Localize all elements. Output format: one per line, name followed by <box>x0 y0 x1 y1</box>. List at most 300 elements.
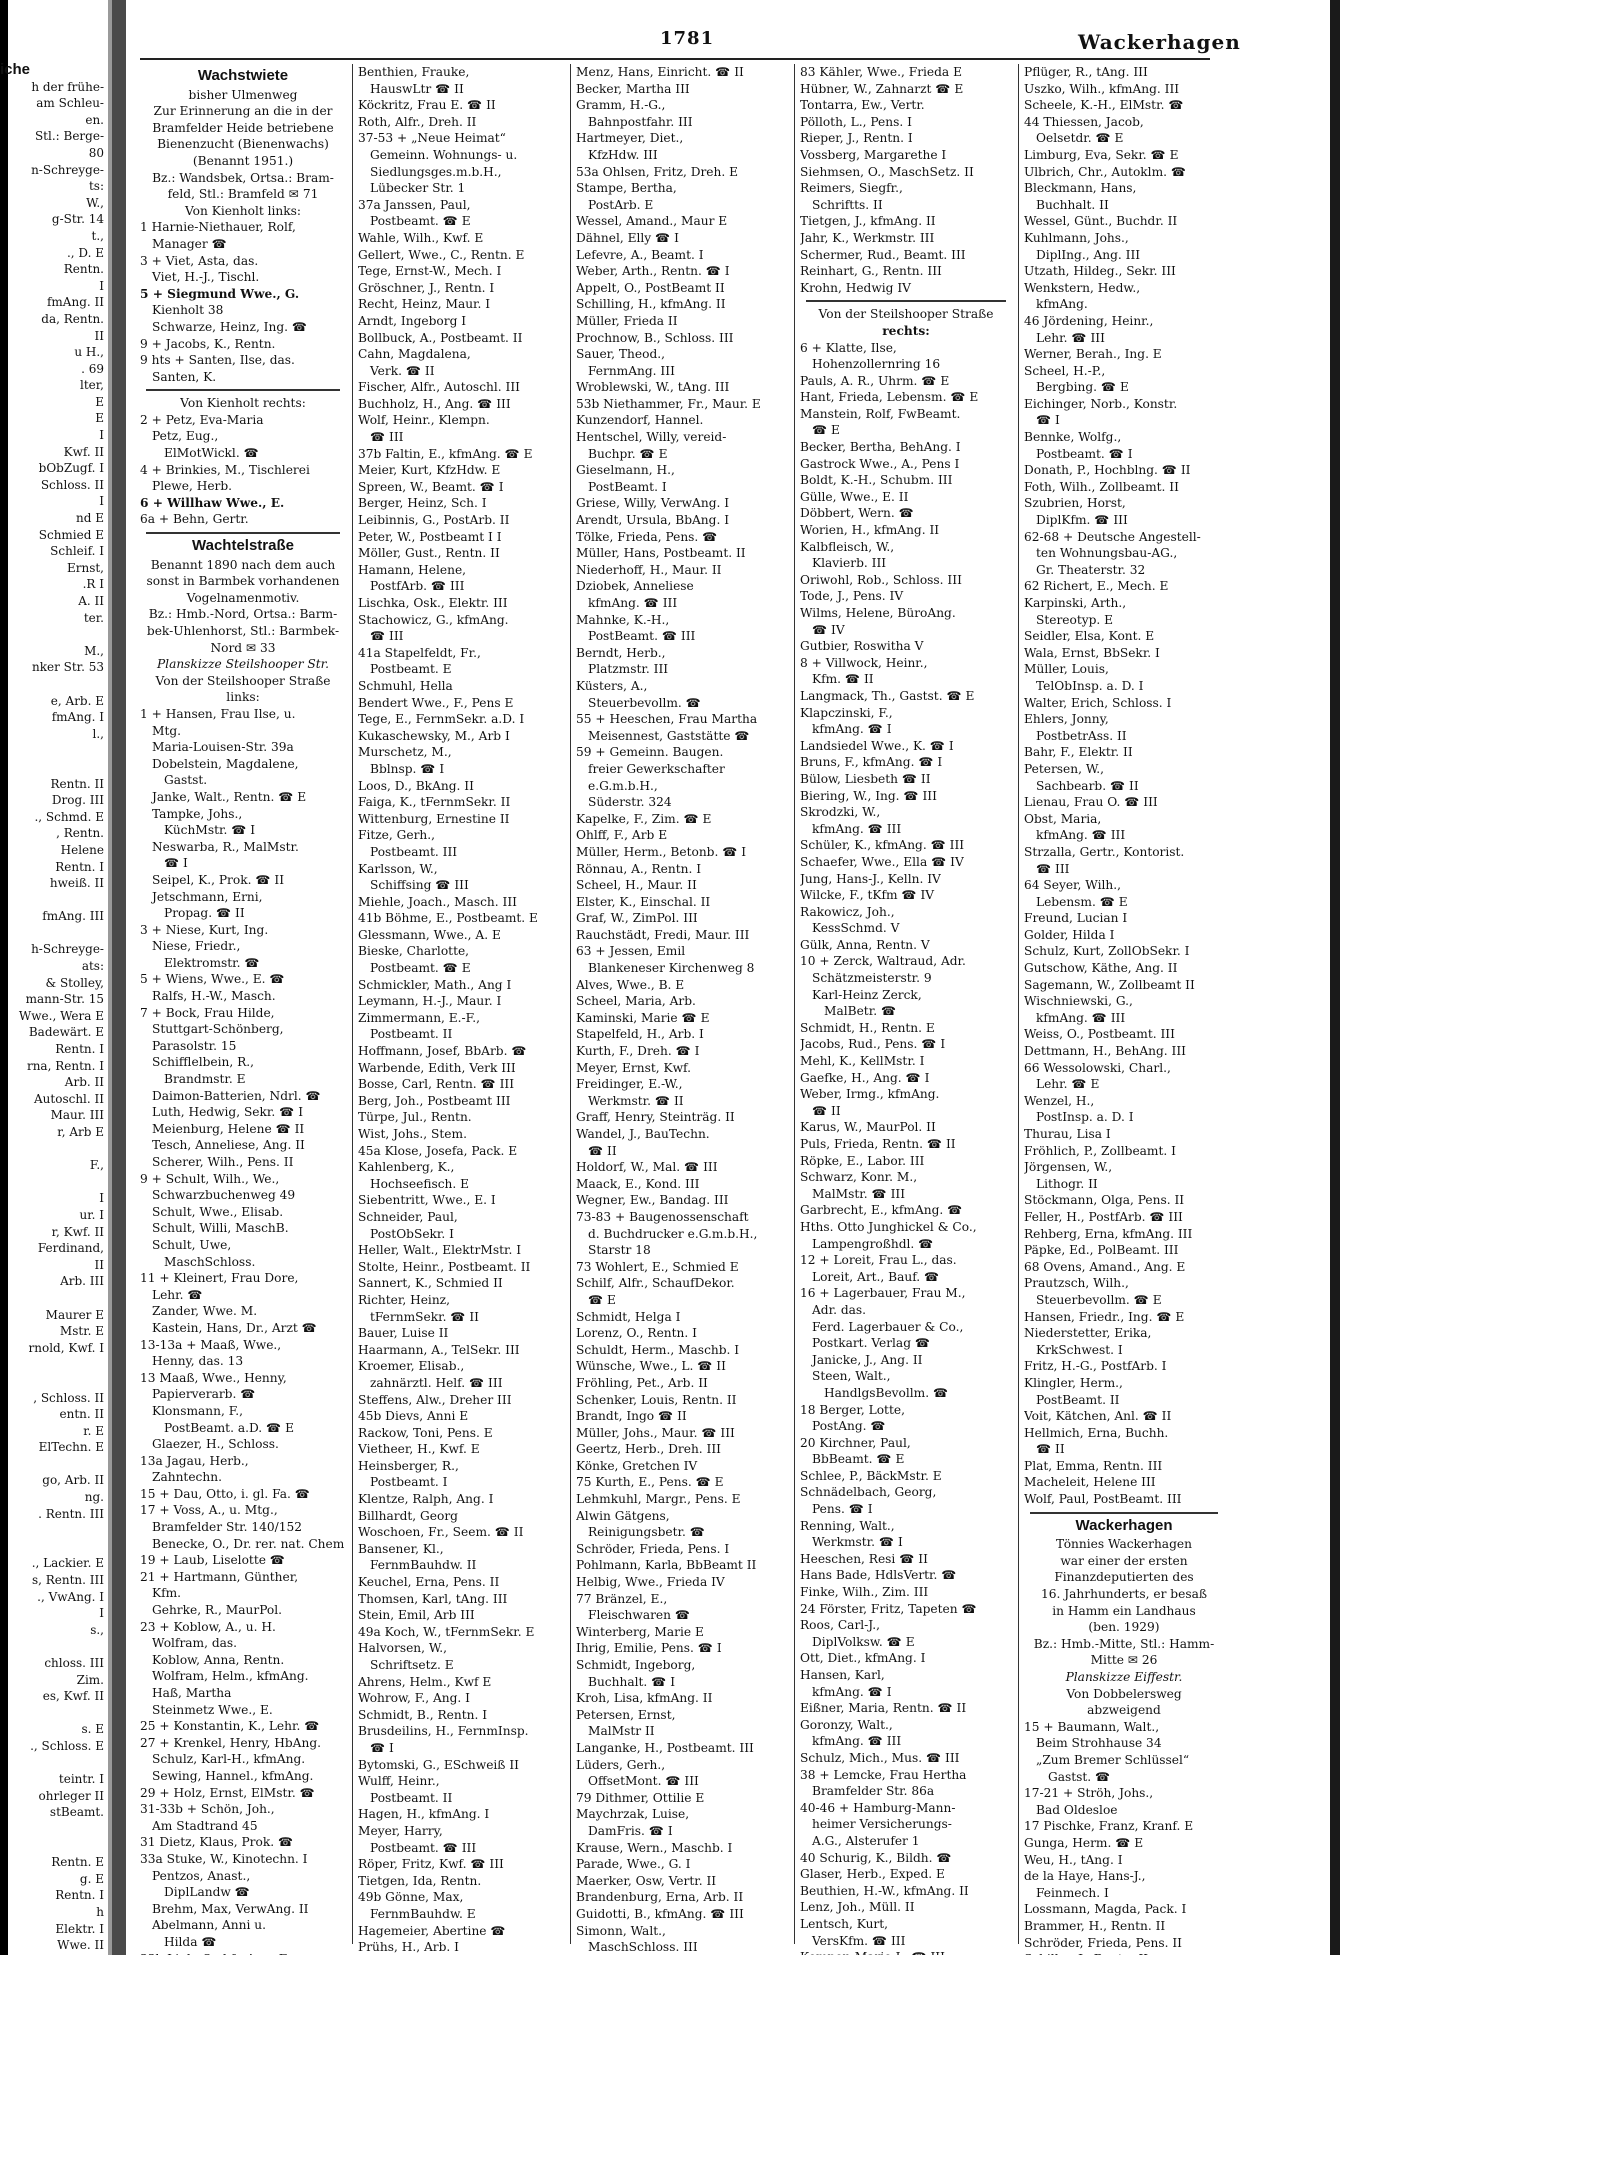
directory-entry: 37-53 + „Neue Heimat“ <box>358 131 506 146</box>
directory-entry: Stöckmann, Olga, Pens. II <box>1024 1193 1185 1208</box>
directory-entry: Gaefke, H., Ang. ☎ I <box>800 1070 930 1085</box>
fragment-line: bObZugf. I <box>38 461 104 476</box>
fragment-line: F., <box>89 1158 104 1173</box>
fragment-line: Elektr. I <box>55 1921 104 1936</box>
directory-entry: ☎ IV <box>812 622 845 637</box>
fragment-line: I <box>99 278 104 293</box>
directory-entry: Gutbier, Roswitha V <box>800 639 924 654</box>
directory-entry: Uszko, Wilh., kfmAng. III <box>1024 81 1180 96</box>
directory-entry: Peter, W., Postbeamt I I <box>358 529 502 544</box>
directory-entry: Ihrig, Emilie, Pens. ☎ I <box>576 1641 722 1656</box>
directory-entry: BbBeamt. ☎ E <box>812 1452 905 1467</box>
directory-entry: Bramfelder Heide betriebene <box>152 120 334 135</box>
directory-entry: kfmAng. ☎ III <box>1036 1010 1126 1025</box>
directory-entry: Beuthien, H.-W., kfmAng. II <box>800 1883 969 1898</box>
directory-entry: Jetschmann, Erni, <box>152 889 263 904</box>
directory-entry: PostfArb. ☎ III <box>370 579 465 594</box>
directory-entry: Schiffsing ☎ III <box>370 878 469 893</box>
fragment-line <box>0 1705 108 1722</box>
directory-entry: 3 + Niese, Kurt, Ing. <box>140 922 269 937</box>
directory-entry: Guidotti, B., kfmAng. ☎ III <box>576 1906 744 1921</box>
directory-entry: Billhardt, Georg <box>358 1508 458 1523</box>
directory-entry: 79 Dithmer, Ottilie E <box>576 1790 705 1805</box>
page-binding <box>112 0 126 1955</box>
directory-entry: Maack, E., Kond. III <box>576 1176 700 1191</box>
directory-entry: Stereotyp. E <box>1036 612 1114 627</box>
directory-entry: Weber, Arth., Rentn. ☎ I <box>576 264 730 279</box>
directory-entry: Buchholz, H., Ang. ☎ III <box>358 396 511 411</box>
directory-entry: Arendt, Ursula, BbAng. I <box>576 513 730 528</box>
directory-entry: MalMstr. ☎ III <box>812 1186 906 1201</box>
fragment-line: , Rentn. <box>56 826 104 841</box>
directory-entry: Eißner, Maria, Rentn. ☎ II <box>800 1701 967 1716</box>
directory-entry: Wegner, Ew., Bandag. III <box>576 1193 729 1208</box>
directory-entry: Scheel, H., Maur. II <box>576 878 697 893</box>
directory-entry: 12 + Loreit, Frau L., das. <box>800 1253 957 1268</box>
directory-entry: Werner, Berah., Ing. E <box>1024 347 1162 362</box>
directory-entry: Werkmstr. ☎ I <box>812 1535 903 1550</box>
directory-entry: Niederhoff, H., Maur. II <box>576 562 722 577</box>
directory-entry: Siedlungsges.m.b.H., <box>370 164 502 179</box>
directory-entry: Glaser, Herb., Exped. E <box>800 1867 945 1882</box>
directory-entry: Daimon-Batterien, Ndrl. ☎ <box>152 1088 321 1103</box>
directory-entry: ☎ I <box>370 1740 394 1755</box>
directory-entry: Karlsson, W., <box>358 861 438 876</box>
directory-entry: Mahnke, K.-H., <box>576 612 670 627</box>
directory-entry: Bienenzucht (Bienenwachs) <box>157 137 329 152</box>
fragment-line <box>0 925 108 942</box>
fragment-line <box>0 1290 108 1307</box>
directory-entry: Wolfram, Helm., kfmAng. <box>152 1669 309 1684</box>
directory-entry: 9 + Jacobs, K., Rentn. <box>140 336 276 351</box>
street-heading: Wachtelstraße <box>192 538 294 555</box>
fragment-line: Kwf. II <box>63 444 104 459</box>
directory-entry: Lehr. ☎ E <box>1036 1077 1100 1092</box>
directory-entry: Wittenburg, Ernestine II <box>358 811 510 826</box>
directory-entry: Rackow, Toni, Pens. E <box>358 1425 493 1440</box>
directory-entry: Hant, Frieda, Lebensm. ☎ E <box>800 390 979 405</box>
directory-entry: Arndt, Ingeborg I <box>358 313 467 328</box>
directory-entry: Platzmstr. III <box>588 662 669 677</box>
directory-entry: Wulff, Heinr., <box>358 1774 440 1789</box>
directory-entry: Menz, Hans, Einricht. ☎ II <box>576 65 744 79</box>
directory-entry: 31-33b + Schön, Joh., <box>140 1802 275 1817</box>
directory-entry: Wilcke, F., tKfm ☎ IV <box>800 888 935 903</box>
directory-entry: ElMotWickl. ☎ <box>164 446 259 461</box>
directory-entry: Janicke, J., Ang. II <box>812 1352 923 1367</box>
fragment-line: Schmied E <box>38 527 104 542</box>
street-separator <box>146 532 340 534</box>
directory-entry: feld, Stl.: Bramfeld ✉ 71 <box>167 187 319 202</box>
directory-entry: Postbeamt. III <box>370 844 458 859</box>
fragment-line: Rentn. I <box>55 1888 104 1903</box>
directory-entry: Gastst. ☎ <box>1048 1769 1111 1784</box>
directory-entry: KfzHdw. III <box>588 147 658 162</box>
directory-entry: Hilda ☎ <box>164 1934 217 1949</box>
directory-entry: MalMstr II <box>588 1724 655 1739</box>
directory-entry: Wischniewski, G., <box>1024 994 1133 1009</box>
directory-entry: Schult, Uwe, <box>152 1237 232 1252</box>
directory-entry: Thomsen, Karl, tAng. III <box>358 1591 508 1606</box>
directory-entry: (Benannt 1951.) <box>192 153 294 168</box>
directory-entry: Rakowicz, Joh., <box>800 904 895 919</box>
directory-entry: Blankeneser Kirchenweg 8 <box>588 961 755 976</box>
fragment-line: rnold, Kwf. I <box>28 1340 104 1355</box>
directory-entry: Bennke, Wolfg., <box>1024 430 1122 445</box>
directory-entry: 16. Jahrhunderts, er besaß <box>1041 1587 1207 1602</box>
directory-entry: ☎ III <box>1036 861 1070 876</box>
directory-entry: Pölloth, L., Pens. I <box>800 114 912 129</box>
fragment-line: I <box>99 1606 104 1621</box>
fragment-line: u H., <box>74 345 104 360</box>
directory-entry: Eichinger, Norb., Konstr. <box>1024 396 1178 411</box>
directory-entry: Wenkstern, Hedw., <box>1024 280 1141 295</box>
header-rule <box>140 58 1210 60</box>
directory-entry: Klingler, Herm., <box>1024 1375 1123 1390</box>
directory-entry: Szubrien, Horst, <box>1024 496 1126 511</box>
fragment-line <box>0 1838 108 1855</box>
directory-entry: 13-13a + Maaß, Wwe., <box>140 1337 282 1352</box>
fragment-line: ElTechn. E <box>38 1440 104 1455</box>
directory-entry: Stampe, Bertha, <box>576 181 677 196</box>
directory-entry: Pohlmann, Karla, BbBeamt II <box>576 1558 757 1573</box>
directory-entry: Bergbing. ☎ E <box>1036 380 1129 395</box>
directory-entry: Tode, J., Pens. IV <box>800 589 904 604</box>
fragment-line: mann-Str. 15 <box>25 992 104 1007</box>
directory-entry: Wenzel, H., <box>1024 1093 1095 1108</box>
directory-entry: Schmidt, H., Rentn. E <box>800 1020 935 1035</box>
directory-entry: Zahntechn. <box>152 1470 222 1485</box>
directory-entry: 9 hts + Santen, Ilse, das. <box>140 353 295 368</box>
directory-entry: Türpe, Jul., Rentn. <box>358 1110 472 1125</box>
directory-entry: Landsiedel Wwe., K. ☎ I <box>800 738 954 753</box>
fragment-line: Maur. III <box>50 1108 104 1123</box>
directory-entry: Hoffmann, Josef, BbArb. ☎ <box>358 1044 527 1059</box>
directory-entry: PostBeamt. ☎ III <box>588 629 696 644</box>
directory-entry: Steen, Walt., <box>812 1369 891 1384</box>
street-separator <box>146 389 340 391</box>
fragment-line: ., Lackier. E <box>31 1556 104 1571</box>
directory-entry: Garbrecht, E., kfmAng. ☎ <box>800 1203 963 1218</box>
directory-entry: Maychrzak, Luise, <box>576 1807 690 1822</box>
directory-entry: 31 Dietz, Klaus, Prok. ☎ <box>140 1835 294 1850</box>
directory-entry: Fitze, Gerh., <box>358 828 436 843</box>
directory-entry: Schaefer, Wwe., Ella ☎ IV <box>800 854 964 869</box>
directory-entry: Manstein, Rolf, FwBeamt. <box>800 406 961 421</box>
directory-entry: Bleckmann, Hans, <box>1024 181 1137 196</box>
fragment-line: rna, Rentn. I <box>26 1058 104 1073</box>
directory-entry: Prochnow, B., Schloss. III <box>576 330 734 345</box>
fragment-line: r. E <box>83 1423 104 1438</box>
directory-entry: Tietgen, J., kfmAng. II <box>800 214 936 229</box>
directory-entry: Cahn, Magdalena, <box>358 347 471 362</box>
directory-entry: Werkmstr. ☎ II <box>588 1093 684 1108</box>
directory-entry: Vietheer, H., Kwf. E <box>358 1442 480 1457</box>
fragment-line: es, Kwf. II <box>42 1689 104 1704</box>
fragment-line: , Schloss. II <box>33 1390 104 1405</box>
directory-entry: Woschoen, Fr., Seem. ☎ II <box>358 1525 524 1540</box>
directory-entry: Postbeamt. ☎ E <box>370 961 471 976</box>
directory-entry: 53b Niethammer, Fr., Maur. E <box>576 396 761 411</box>
directory-entry: Sannert, K., Schmied II <box>358 1276 503 1291</box>
fragment-line: Schloss. II <box>40 477 104 492</box>
directory-entry: MalBetr. ☎ <box>824 1004 897 1019</box>
directory-entry: 40 Schurig, K., Bildh. ☎ <box>800 1850 952 1865</box>
directory-entry: Zimmermann, E.-F., <box>358 1010 480 1025</box>
directory-entry: war einer der ersten <box>1060 1553 1188 1568</box>
directory-entry: abzweigend <box>1087 1703 1161 1718</box>
directory-entry: Zur Erinnerung an die in der <box>153 104 333 119</box>
directory-entry: 33a Stuke, W., Kinotechn. I <box>140 1851 308 1866</box>
directory-entry: Scherer, Wilh., Pens. II <box>152 1155 294 1169</box>
fragment-line <box>0 676 108 693</box>
directory-entry: Feinmech. I <box>1036 1885 1109 1900</box>
directory-entry: Kaminski, Marie ☎ E <box>576 1010 710 1025</box>
directory-entry: Lorenz, O., Rentn. I <box>576 1326 697 1341</box>
directory-entry: Schenker, Louis, Rentn. II <box>576 1392 737 1407</box>
fragment-line: II <box>94 1257 104 1272</box>
directory-entry: Voit, Kätchen, Anl. ☎ II <box>1024 1409 1172 1424</box>
fragment-line <box>0 892 108 909</box>
directory-entry: Stuttgart-Schönberg, <box>152 1022 284 1037</box>
directory-entry: Schriftsetz. E <box>370 1658 454 1672</box>
directory-entry: Pauls, A. R., Uhrm. ☎ E <box>800 373 950 388</box>
directory-entry: Döbbert, Wern. ☎ <box>800 506 914 521</box>
directory-entry: PostObSekr. I <box>370 1226 454 1241</box>
directory-entry: Propag. ☎ II <box>164 906 245 921</box>
directory-entry: Postbeamt. E <box>370 662 452 677</box>
directory-entry: Nord ✉ 33 <box>210 640 276 655</box>
directory-entry: Bansener, Kl., <box>358 1541 444 1556</box>
directory-entry: Schwarz, Konr. M., <box>800 1170 918 1185</box>
directory-entry: Holdorf, W., Mal. ☎ III <box>576 1160 718 1175</box>
directory-entry: Vossberg, Margarethe I <box>800 147 947 162</box>
directory-entry: Berg, Joh., Postbeamt III <box>358 1093 511 1108</box>
directory-entry: Sachbearb. ☎ II <box>1036 778 1139 793</box>
directory-entry: Benthien, Frauke, <box>358 65 470 79</box>
directory-entry: PostBeamt. a.D. ☎ E <box>164 1420 295 1435</box>
directory-entry: Wilms, Helene, BüroAng. <box>800 606 956 620</box>
directory-column-3 <box>576 64 788 2088</box>
fragment-line <box>0 1522 108 1539</box>
directory-entry: TelObInsp. a. D. I <box>1036 678 1144 693</box>
directory-entry: Seipel, K., Prok. ☎ II <box>152 872 285 887</box>
directory-entry: Koblow, Anna, Rentn. <box>152 1652 285 1667</box>
directory-entry: Schermer, Rud., Beamt. III <box>800 247 966 262</box>
directory-entry: Schröder, Frieda, Pens. II <box>1024 1935 1182 1950</box>
directory-entry: Scheele, K.-H., ElMstr. ☎ <box>1024 98 1184 113</box>
directory-entry: MaschSchloss. <box>164 1254 256 1269</box>
directory-entry: OffsetMont. ☎ III <box>588 1774 699 1789</box>
directory-entry: Heeschen, Resi ☎ II <box>800 1551 928 1566</box>
column-divider <box>794 64 795 1944</box>
directory-entry: 64 Seyer, Wilh., <box>1024 878 1121 893</box>
directory-entry: Gellert, Wwe., C., Rentn. E <box>358 247 525 262</box>
directory-entry: Bosse, Carl, Rentn. ☎ III <box>358 1077 515 1092</box>
directory-entry: Schwarze, Heinz, Ing. ☎ <box>152 319 308 334</box>
directory-entry: Päpke, Ed., PolBeamt. III <box>1024 1243 1179 1258</box>
fragment-line: Stl.: Berge- <box>34 129 104 144</box>
directory-entry: Becker, Bertha, BehAng. I <box>800 440 961 455</box>
directory-entry: 8 + Villwock, Heinr., <box>800 655 928 670</box>
directory-entry: Schulz, Mich., Mus. ☎ III <box>800 1750 960 1765</box>
directory-entry: 6 + Willhaw Wwe., E. <box>140 495 285 510</box>
directory-entry: Bz.: Hmb.-Mitte, Stl.: Hamm- <box>1033 1636 1215 1651</box>
directory-column-1 <box>140 64 346 2000</box>
fragment-line: Maurer E <box>45 1307 104 1322</box>
directory-entry: Keuchel, Erna, Pens. II <box>358 1575 500 1590</box>
directory-entry: 7 + Bock, Frau Hilde, <box>140 1005 275 1020</box>
directory-entry: 2 + Petz, Eva-Maria <box>140 412 264 427</box>
directory-entry: Wist, Johs., Stem. <box>358 1127 467 1141</box>
street-heading: Wachstwiete <box>197 68 289 84</box>
directory-entry: Pens. ☎ I <box>812 1502 873 1517</box>
directory-entry: Schmidt, Helga I <box>576 1309 681 1324</box>
directory-entry: Planskizze Eiffestr. <box>1065 1670 1183 1684</box>
directory-entry: Lenz, Joh., Müll. II <box>800 1900 915 1915</box>
directory-entry: 40-46 + Hamburg-Mann- <box>800 1800 956 1815</box>
directory-entry: Warbende, Edith, Verk III <box>358 1060 516 1075</box>
directory-entry: Klavierb. III <box>812 556 887 571</box>
directory-entry: Steinmetz Wwe., E. <box>152 1702 273 1717</box>
directory-entry: Griese, Willy, VerwAng. I <box>576 496 730 511</box>
fragment-line: h <box>96 1904 104 1919</box>
directory-entry: 45b Dievs, Anni E <box>358 1409 469 1424</box>
directory-entry: 37a Janssen, Paul, <box>358 197 471 212</box>
directory-entry: Gutschow, Käthe, Ang. II <box>1024 961 1178 976</box>
fragment-line: Wwe. II <box>57 1938 104 1953</box>
directory-entry: Papierverarb. ☎ <box>152 1387 256 1402</box>
directory-entry: Meier, Kurt, KfzHdw. E <box>358 463 501 478</box>
directory-entry: KessSchmd. V <box>812 921 900 936</box>
directory-entry: Alves, Wwe., B. E <box>576 977 685 992</box>
fragment-line: hweiß. II <box>49 876 104 891</box>
directory-entry: 29 + Holz, Ernst, ElMstr. ☎ <box>140 1785 315 1800</box>
directory-entry: FernmBauhdw. E <box>370 1906 476 1921</box>
directory-entry: Reinigungsbetr. ☎ <box>588 1525 705 1540</box>
directory-entry: Brusdeilins, H., FernmInsp. <box>358 1724 529 1739</box>
fragment-line: ohrleger II <box>38 1788 104 1803</box>
directory-entry: Buchhalt. II <box>1036 197 1109 212</box>
directory-entry: Faiga, K., tFernmSekr. II <box>358 795 511 810</box>
directory-entry: Bollbuck, A., Postbeamt. II <box>358 330 523 345</box>
fragment-line: teintr. I <box>58 1772 104 1787</box>
directory-entry: ☎ I <box>1036 413 1060 428</box>
fragment-line: ., Schmd. E <box>34 809 104 824</box>
directory-entry: A.G., Alsterufer 1 <box>812 1833 920 1848</box>
directory-entry: Lithogr. II <box>1036 1176 1098 1191</box>
fragment-line: r, Arb E <box>57 1125 104 1139</box>
directory-entry: 37b Faltin, E., kfmAng. ☎ E <box>358 446 533 461</box>
directory-entry: Weber, Irmg., kfmAng. <box>800 1087 940 1102</box>
fragment-line <box>0 742 108 759</box>
directory-entry: Gemeinn. Wohnungs- u. <box>370 147 518 162</box>
fragment-line: h-Schreyge- <box>31 942 104 957</box>
directory-entry: Bahr, F., Elektr. II <box>1024 745 1133 760</box>
directory-entry: Ohlff, F., Arb E <box>576 828 668 843</box>
directory-entry: Gramm, H.-G., <box>576 98 666 113</box>
directory-entry: Brandenburg, Erna, Arb. II <box>576 1890 744 1905</box>
directory-entry: Prautzsch, Wilh., <box>1024 1276 1129 1291</box>
directory-entry: Prühs, H., Arb. I <box>358 1940 459 1955</box>
fragment-line: r, Kwf. II <box>51 1224 104 1239</box>
directory-entry: Halvorsen, W., <box>358 1641 448 1656</box>
directory-entry: Postbeamt. II <box>370 1790 453 1805</box>
directory-entry: 49a Koch, W., tFernmSekr. E <box>358 1624 535 1639</box>
directory-entry: Utzath, Hildeg., Sekr. III <box>1024 264 1176 279</box>
directory-entry: Scheel, Maria, Arb. <box>576 994 696 1009</box>
directory-entry: DamFris. ☎ I <box>588 1823 673 1838</box>
fragment-line: chloss. III <box>44 1656 104 1670</box>
fragment-line: II <box>94 328 104 343</box>
directory-entry: Lüders, Gerh., <box>576 1757 666 1772</box>
directory-entry: Müller, Johs., Maur. ☎ III <box>576 1425 735 1440</box>
directory-entry: Scheel, H.-P., <box>1024 363 1106 378</box>
directory-entry: Janke, Walt., Rentn. ☎ E <box>152 789 307 804</box>
fragment-line: ., Schloss. E <box>30 1738 104 1753</box>
directory-entry: Kroh, Lisa, kfmAng. II <box>576 1691 713 1706</box>
directory-entry: Sagemann, W., Zollbeamt II <box>1024 977 1195 992</box>
fragment-line: 80 <box>88 145 104 160</box>
fragment-line: entn. II <box>59 1407 104 1422</box>
fragment-line: stBeamt. <box>49 1805 104 1820</box>
directory-entry: Schätzmeisterstr. 9 <box>812 971 932 986</box>
directory-column-4 <box>800 64 1012 2115</box>
directory-entry: Heller, Walt., ElektrMstr. I <box>358 1243 522 1258</box>
directory-entry: Von Dobbelersweg <box>1066 1686 1182 1701</box>
fragment-line <box>0 1174 108 1191</box>
fragment-line <box>0 1141 108 1158</box>
directory-entry: Lischka, Osk., Elektr. III <box>358 596 508 610</box>
directory-entry: Sauer, Theod., <box>576 347 665 362</box>
directory-entry: Gastrock Wwe., A., Pens I <box>800 456 960 471</box>
directory-entry: Henny, das. 13 <box>152 1354 244 1369</box>
directory-entry: Seidler, Elsa, Kont. E <box>1024 629 1155 644</box>
directory-entry: Röper, Fritz, Kwf. ☎ III <box>358 1857 504 1872</box>
directory-entry: Plewe, Herb. <box>152 479 233 494</box>
directory-entry: Kurth, F., Dreh. ☎ I <box>576 1044 700 1059</box>
directory-entry: Lefevre, A., Beamt. I <box>576 247 704 262</box>
directory-entry: Hochseefisch. E <box>370 1176 470 1191</box>
directory-entry: Roth, Alfr., Dreh. II <box>358 114 477 129</box>
directory-entry: Finanzdeputierten des <box>1054 1570 1194 1585</box>
directory-entry: Schult, Wwe., Elisab. <box>152 1204 284 1219</box>
directory-entry: Jahr, K., Werkmstr. III <box>800 230 935 245</box>
directory-entry: Müller, Herm., Betonb. ☎ I <box>576 844 747 859</box>
directory-entry: Thurau, Lisa I <box>1024 1127 1111 1141</box>
directory-entry: Buchhalt. ☎ I <box>588 1674 676 1689</box>
fragment-line: ts: <box>88 179 104 194</box>
directory-entry: Bz.: Wandsbek, Ortsa.: Bram- <box>152 170 334 185</box>
directory-entry: 13a Jagau, Herb., <box>140 1453 249 1468</box>
directory-entry: Alwin Gätgens, <box>576 1508 670 1523</box>
directory-entry: 38 + Lemcke, Frau Hertha <box>800 1767 967 1782</box>
directory-entry: ☎ II <box>1036 1442 1065 1457</box>
directory-entry: Goronzy, Walt., <box>800 1717 893 1732</box>
directory-entry: Meienburg, Helene ☎ II <box>152 1121 305 1136</box>
directory-entry: Langmack, Th., Gastst. ☎ E <box>800 688 975 703</box>
fragment-line <box>0 1638 108 1655</box>
directory-entry: Brandt, Ingo ☎ II <box>576 1409 687 1424</box>
directory-entry: Santen, K. <box>152 369 217 384</box>
directory-entry: PostInsp. a. D. I <box>1036 1110 1134 1125</box>
directory-entry: Murschetz, M., <box>358 745 452 760</box>
directory-entry: Wandel, J., BauTechn. <box>576 1127 710 1141</box>
directory-entry: Schilf, Alfr., SchaufDekor. <box>576 1276 735 1291</box>
directory-entry: 41b Böhme, E., Postbeamt. E <box>358 911 538 926</box>
fragment-line: Drog. III <box>51 793 104 808</box>
directory-entry: ☎ III <box>370 629 404 644</box>
